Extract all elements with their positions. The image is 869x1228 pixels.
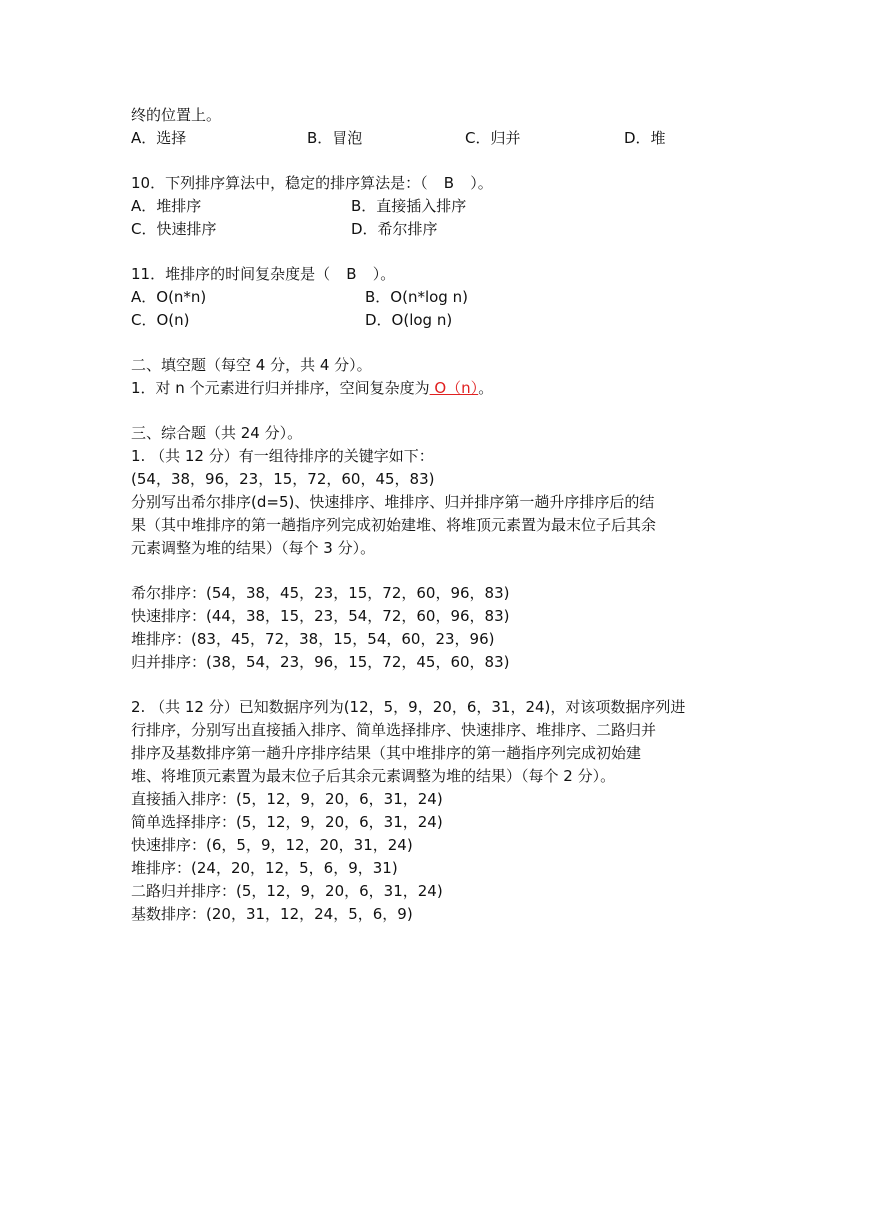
comp-q2-result-radix: 基数排序：(20，31，12，24，5，6，9) <box>131 905 413 923</box>
q10-question <box>131 172 751 195</box>
q10-option-a: A．堆排序 <box>131 197 202 215</box>
comp-q2-result-insertion: 直接插入排序：(5，12，9，20，6，31，24) <box>131 790 443 808</box>
comp-q2-result-quick: 快速排序：(6，5，9，12，20，31，24) <box>131 836 413 854</box>
q11-option-d: D．O(log n) <box>365 311 453 329</box>
comp-q2-desc-2: 行排序，分别写出直接插入排序、简单选择排序、快速排序、堆排序、二路归并 <box>131 721 657 739</box>
q11-option-a: A．O(n*n) <box>131 288 207 306</box>
comp-q2-desc-3: 排序及基数排序第一趟升序排序结果（其中堆排序的第一趟指序列完成初始建 <box>131 744 642 762</box>
q10-option-d: D．希尔排序 <box>351 220 438 238</box>
q9-option-c: C．归并 <box>465 129 521 147</box>
fill-heading: 二、填空题（每空 4 分，共 4 分）。 <box>131 356 372 374</box>
q11-option-b: B．O(n*log n) <box>365 288 468 306</box>
comp-q1-desc-3: 元素调整为堆的结果）（每个 3 分）。 <box>131 539 376 557</box>
comp-q1-keys: (54，38，96，23，15，72，60，45，83) <box>131 470 435 488</box>
q11-options-row2 <box>131 309 751 332</box>
comp-q2-result-selection: 简单选择排序：(5，12，9，20，6，31，24) <box>131 813 443 831</box>
comp-q1-desc-1: 分别写出希尔排序(d=5)、快速排序、堆排序、归并排序第一趟升序排序后的结 <box>131 493 655 511</box>
q10-options-row1 <box>131 195 751 218</box>
document-page <box>131 104 751 926</box>
fill-q1 <box>131 377 751 400</box>
fill-q1-suffix: 。 <box>478 379 494 397</box>
q11-suffix: ）。 <box>372 265 396 283</box>
comp-q1-result-heap: 堆排序：(83，45，72，38，15，54，60，23，96) <box>131 630 495 648</box>
comp-q2-result-merge: 二路归并排序：(5，12，9，20，6，31，24) <box>131 882 443 900</box>
q10-answer: B <box>443 174 455 192</box>
q9-option-a: A．选择 <box>131 129 187 147</box>
q11-options-row1 <box>131 286 751 309</box>
fill-q1-answer: O（n） <box>429 379 479 397</box>
comp-q1-result-quick: 快速排序：(44，38，15，23，54，72，60，96，83) <box>131 607 510 625</box>
q10-option-c: C．快速排序 <box>131 220 217 238</box>
q9-tail: 终的位置上。 <box>131 106 222 124</box>
q9-option-d: D．堆 <box>624 129 666 147</box>
q9-options <box>131 127 751 150</box>
comp-q2-result-heap: 堆排序：(24，20，12，5，6，9，31) <box>131 859 398 877</box>
q11-prefix: 11．堆排序的时间复杂度是（ <box>131 265 331 283</box>
q10-suffix: ）。 <box>470 174 493 192</box>
comp-q1-result-shell: 希尔排序：(54，38，45，23，15，72，60，96，83) <box>131 584 510 602</box>
q11-answer: B <box>346 265 357 283</box>
comp-q1-desc-2: 果（其中堆排序的第一趟指序列完成初始建堆、将堆顶元素置为最末位子后其余 <box>131 516 657 534</box>
q9-option-b: B．冒泡 <box>307 129 363 147</box>
q11-question <box>131 263 751 286</box>
comp-q2-desc-1: 2. （共 12 分）已知数据序列为(12，5，9，20，6，31，24)，对该项数据序列进 <box>131 698 686 716</box>
q10-option-b: B．直接插入排序 <box>351 197 467 215</box>
q11-option-c: C．O(n) <box>131 311 190 329</box>
q10-prefix: 10．下列排序算法中，稳定的排序算法是：（ <box>131 174 428 192</box>
comp-q1-result-merge: 归并排序：(38，54，23，96，15，72，45，60，83) <box>131 653 510 671</box>
comp-q2-desc-4: 堆、将堆顶元素置为最末位子后其余元素调整为堆的结果）（每个 2 分）。 <box>131 767 616 785</box>
q10-options-row2 <box>131 218 751 241</box>
fill-q1-prefix: 1．对 n 个元素进行归并排序，空间复杂度为 <box>131 379 430 397</box>
comp-heading: 三、综合题（共 24 分）。 <box>131 424 303 442</box>
comp-q1-line1: 1. （共 12 分）有一组待排序的关键字如下： <box>131 447 434 465</box>
